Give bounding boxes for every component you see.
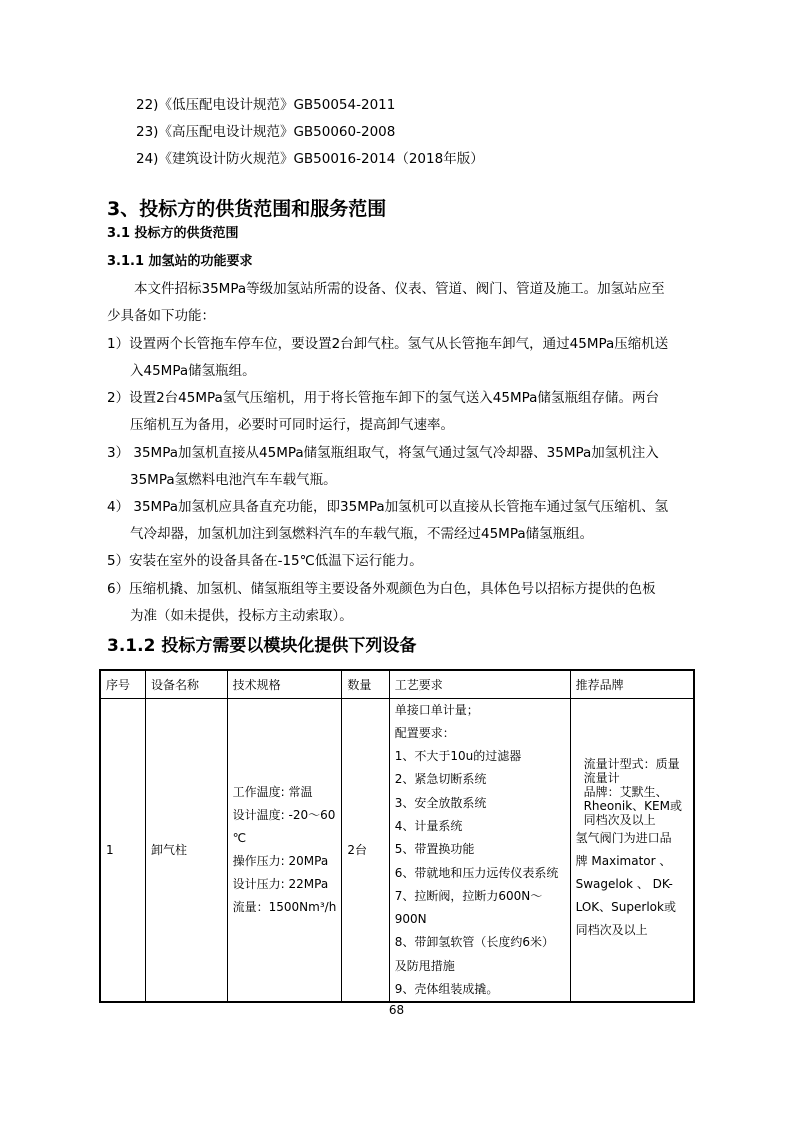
reference-item: 23)《高压配电设计规范》GB50060-2008 — [136, 124, 396, 140]
header-process: 工艺要求 — [389, 670, 570, 698]
brand-line: LOK、Superlok或 — [575, 900, 676, 915]
requirement-line: 5）安装在室外的设备具备在-15℃低温下运行能力。 — [107, 553, 423, 569]
requirement-line: 为准（如未提供，投标方主动索取）。 — [130, 608, 353, 624]
requirement-line: 1）设置两个长管拖车停车位，要设置2台卸气柱。氢气从长管拖车卸气，通过45MPa压缩机送 — [107, 336, 669, 352]
cell-brand — [570, 698, 694, 1002]
reference-item: 24)《建筑设计防火规范》GB50016-2014（2018年版） — [136, 151, 484, 167]
reference-item: 22)《低压配电设计规范》GB50054-2011 — [136, 97, 396, 113]
requirement-line: 3） 35MPa加氢机直接从45MPa储氢瓶组取气，将氢气通过氢气冷却器、35MPa加氢机注入 — [107, 445, 659, 461]
header-qty: 数量 — [342, 670, 389, 698]
requirement-line: 压缩机互为备用，必要时可同时运行，提高卸气速率。 — [130, 417, 454, 433]
brand-line: 牌 Maximator 、 — [575, 854, 672, 869]
section-title: 3、投标方的供货范围和服务范围 — [107, 198, 387, 220]
process-line: 1、不大于10u的过滤器 — [394, 749, 522, 764]
process-line: 9、壳体组装成撬。 — [394, 982, 499, 997]
process-line: 6、带就地和压力远传仪表系统 — [394, 865, 559, 880]
process-line: 3、安全放散系统 — [394, 795, 487, 810]
process-line: 900N — [394, 912, 427, 927]
cell-spec — [227, 698, 342, 1002]
process-line: 及防甩措施 — [394, 958, 455, 973]
brand-line: 氢气阀门为进口品 — [575, 831, 672, 846]
brand-line: Rheonik、KEM或 — [583, 799, 682, 814]
brand-line: 流量计 — [583, 771, 620, 786]
cell-name: 卸气柱 — [145, 698, 227, 1002]
requirement-line: 2）设置2台45MPa氢气压缩机，用于将长管拖车卸下的氢气送入45MPa储氢瓶组存储。两台 — [107, 390, 659, 406]
table-header-row — [100, 670, 694, 698]
spec-line: 设计压力: 22MPa — [232, 876, 329, 891]
brand-flowmeter — [576, 757, 688, 827]
brand-line: 同档次及以上 — [583, 813, 656, 828]
spec-line: 操作压力: 20MPa — [232, 853, 329, 868]
header-name: 设备名称 — [145, 670, 227, 698]
requirement-line: 气冷却器，加氢机加注到氢燃料汽车的车载气瓶，不需经过45MPa储氢瓶组。 — [130, 526, 594, 542]
spec-line: 工作温度: 常温 — [232, 784, 313, 799]
spec-line: ℃ — [232, 830, 247, 845]
brand-line: 同档次及以上 — [575, 923, 648, 938]
spec-line: 设计温度: -20～60 — [232, 807, 336, 822]
process-line: 配置要求： — [394, 725, 455, 740]
process-line: 8、带卸氢软管（长度约6米） — [394, 935, 555, 950]
brand-line: 流量计型式：质量 — [583, 757, 680, 772]
brand-line: 品牌：艾默生、 — [583, 785, 668, 800]
spec-line: 流量：1500Nm³/h — [232, 899, 337, 914]
process-line: 7、拉断阀，拉断力600N～ — [394, 888, 543, 903]
requirement-line: 入45MPa储氢瓶组。 — [130, 363, 256, 379]
process-line: 单接口单计量； — [394, 702, 479, 717]
brand-line: Swagelok 、 DK- — [575, 877, 673, 892]
brand-valve — [576, 827, 688, 942]
header-spec: 技术规格 — [227, 670, 342, 698]
header-index: 序号 — [100, 670, 145, 698]
requirement-line: 6）压缩机撬、加氢机、储氢瓶组等主要设备外观颜色为白色，具体色号以招标方提供的色板 — [107, 581, 656, 597]
page-number: 68 — [388, 1003, 405, 1017]
process-line: 2、紧急切断系统 — [394, 772, 487, 787]
process-line: 4、计量系统 — [394, 818, 463, 833]
subsubsection-title: 3.1.1 加氢站的功能要求 — [107, 254, 253, 269]
intro-line: 少具备如下功能： — [107, 308, 215, 324]
cell-qty: 2台 — [342, 698, 389, 1002]
table-row — [100, 698, 694, 1002]
requirement-line: 35MPa氢燃料电池汽车车载气瓶。 — [130, 472, 337, 488]
cell-index: 1 — [100, 698, 145, 1002]
subsection-title: 3.1 投标方的供货范围 — [107, 226, 239, 241]
cell-process — [389, 698, 570, 1002]
process-line: 5、带置换功能 — [394, 842, 475, 857]
equipment-table — [99, 669, 695, 1003]
table-title: 3.1.2 投标方需要以模块化提供下列设备 — [107, 636, 417, 656]
header-brand: 推荐品牌 — [570, 670, 694, 698]
requirement-line: 4） 35MPa加氢机应具备直充功能，即35MPa加氢机可以直接从长管拖车通过氢气压缩机、氢 — [107, 499, 669, 515]
intro-line: 本文件招标35MPa等级加氢站所需的设备、仪表、管道、阀门、管道及施工。加氢站应至 — [134, 281, 665, 297]
